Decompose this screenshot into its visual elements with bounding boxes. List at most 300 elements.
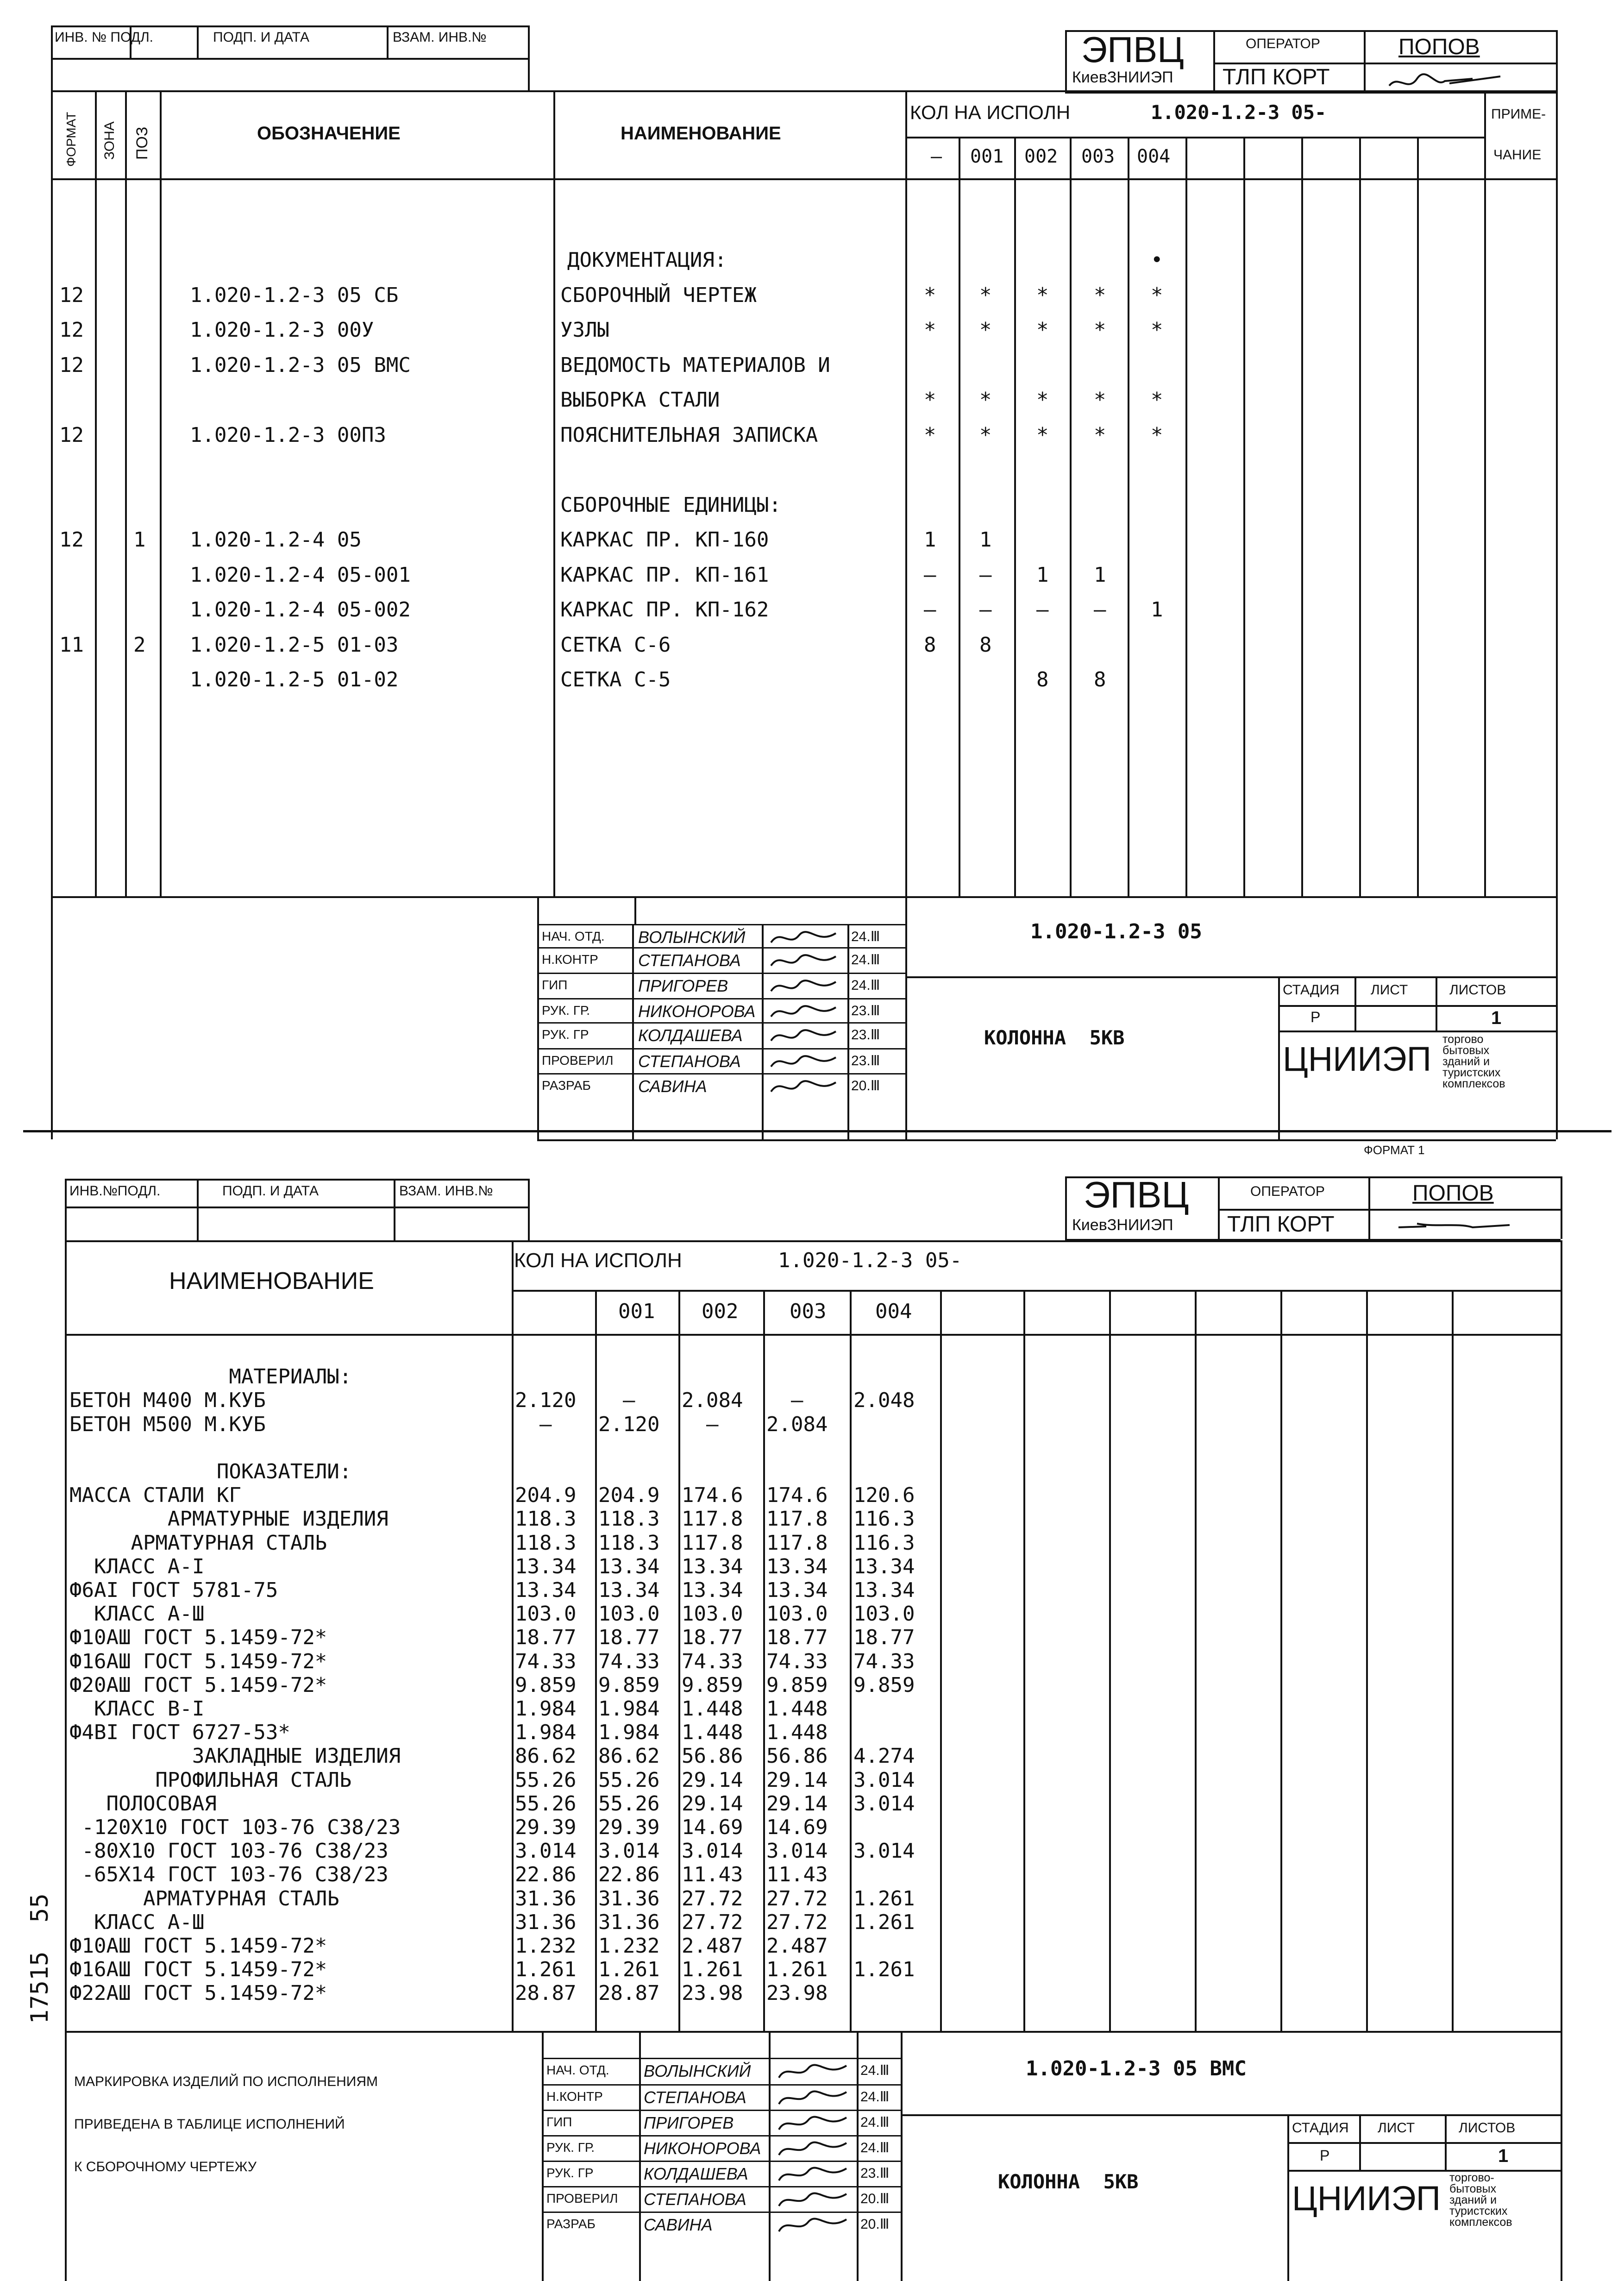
tb-role: РУК. ГР. bbox=[542, 1003, 590, 1018]
materials-value: – bbox=[682, 1412, 719, 1436]
row-qty: – bbox=[979, 598, 992, 622]
row-naim: СЕТКА С-6 bbox=[560, 633, 671, 657]
materials-value: 29.14 bbox=[766, 1791, 828, 1816]
tb1-stadia: Р bbox=[1310, 1009, 1321, 1025]
tb-row-line bbox=[537, 998, 905, 999]
tb-date: 23.Ⅲ bbox=[851, 1003, 880, 1018]
materials-value: – bbox=[515, 1412, 552, 1436]
note-line: МАРКИРОВКА ИЗДЕЛИЙ ПО ИСПОЛНЕНИЯМ bbox=[74, 2074, 378, 2089]
tb2-row-line bbox=[542, 2161, 901, 2162]
materials-name: БЕТОН М400 М.КУБ bbox=[69, 1389, 266, 1413]
row-qty: – bbox=[924, 598, 936, 622]
materials-value: 117.8 bbox=[682, 1531, 743, 1555]
inv-podl-label: ИНВ. № ПОДЛ. bbox=[55, 30, 154, 45]
materials-value: 22.86 bbox=[515, 1863, 577, 1887]
row-qty: 8 bbox=[979, 633, 992, 657]
tb-name: САВИНА bbox=[638, 1077, 707, 1096]
tb2-signature bbox=[773, 2214, 854, 2237]
operator-signature bbox=[1380, 65, 1528, 97]
row-qty: * bbox=[1151, 423, 1163, 447]
variant-header: 002 bbox=[1024, 146, 1058, 167]
tb2-org: ЦНИИЭП bbox=[1292, 2179, 1441, 2218]
tb-signature bbox=[766, 1050, 845, 1074]
materials-value: 117.8 bbox=[766, 1531, 828, 1555]
tb1-org-desc-line: бытовых bbox=[1442, 1044, 1490, 1057]
poz-header: ПОЗ bbox=[133, 126, 151, 160]
tlp-label-2: ТЛП КОРТ bbox=[1227, 1212, 1335, 1237]
row-naim: ВЫБОРКА СТАЛИ bbox=[560, 388, 720, 412]
tb2-stadia: Р bbox=[1320, 2147, 1330, 2164]
materials-value: 3.014 bbox=[766, 1839, 828, 1863]
operator-label-2: ОПЕРАТОР bbox=[1250, 1184, 1325, 1199]
row-oboz: 1.020-1.2-5 01-03 bbox=[190, 633, 399, 657]
kol-header: КОЛ НА ИСПОЛН bbox=[910, 101, 1071, 123]
tlp-label: ТЛП КОРТ bbox=[1223, 65, 1330, 89]
row-format: 12 bbox=[59, 528, 84, 552]
tb2-doc: 1.020-1.2-3 05 ВМС bbox=[1026, 2057, 1247, 2080]
tb2-signature bbox=[773, 2112, 854, 2135]
tb2-signature bbox=[773, 2060, 854, 2083]
tb2-name: СТЕПАНОВА bbox=[644, 2088, 746, 2107]
tb2-stadia-label: СТАДИЯ bbox=[1292, 2120, 1349, 2136]
row-qty: 1 bbox=[1151, 598, 1163, 622]
tb2-org-desc-line: туристских bbox=[1449, 2205, 1508, 2218]
materials-value: 103.0 bbox=[515, 1602, 577, 1626]
tb-role: ПРОВЕРИЛ bbox=[542, 1053, 614, 1068]
tb-name: КОЛДАШЕВА bbox=[638, 1026, 743, 1045]
row-naim: КАРКАС ПР. КП-162 bbox=[560, 598, 769, 622]
tb2-row-line bbox=[542, 2186, 901, 2187]
materials-value: 118.3 bbox=[598, 1531, 660, 1555]
materials-name: Ф10АШ ГОСТ 5.1459-72* bbox=[69, 1626, 327, 1650]
vzam-inv-label-2: ВЗАМ. ИНВ.№ bbox=[399, 1183, 493, 1199]
tb-row-line bbox=[537, 1073, 905, 1075]
tb2-signature bbox=[773, 2137, 854, 2161]
materials-value: 120.6 bbox=[853, 1483, 915, 1508]
materials-value: 31.36 bbox=[598, 1910, 660, 1934]
tb2-row-line bbox=[542, 2212, 901, 2213]
materials-value: 31.36 bbox=[598, 1886, 660, 1910]
materials-name: КЛАСС А-Ш bbox=[69, 1602, 205, 1626]
materials-value: 1.232 bbox=[598, 1934, 660, 1958]
materials-value: 118.3 bbox=[515, 1531, 577, 1555]
materials-name: АРМАТУРНАЯ СТАЛЬ bbox=[69, 1531, 327, 1555]
materials-value: 27.72 bbox=[682, 1886, 743, 1910]
tb2-signature bbox=[773, 2163, 854, 2186]
materials-value: 13.34 bbox=[766, 1554, 828, 1578]
materials-value: 1.984 bbox=[598, 1721, 660, 1745]
materials-value: 29.39 bbox=[598, 1816, 660, 1839]
tb2-org-desc-line: торгово- bbox=[1449, 2171, 1494, 2184]
row-qty: 8 bbox=[1036, 668, 1049, 691]
materials-value: 55.26 bbox=[515, 1791, 577, 1816]
materials-value: 74.33 bbox=[766, 1649, 828, 1673]
podp-data-label-2: ПОДП. И ДАТА bbox=[222, 1183, 319, 1199]
row-qty: – bbox=[979, 563, 992, 587]
tb-name: НИКОНОРОВА bbox=[638, 1002, 756, 1021]
variant-header-2: 001 bbox=[618, 1300, 655, 1323]
tb2-role: РАЗРАБ bbox=[546, 2217, 596, 2231]
materials-value: 117.8 bbox=[682, 1507, 743, 1531]
tb1-stadia-label: СТАДИЯ bbox=[1283, 982, 1340, 998]
row-qty: * bbox=[1094, 283, 1106, 307]
materials-name: АРМАТУРНАЯ СТАЛЬ bbox=[69, 1886, 339, 1910]
tb-role: Н.КОНТР bbox=[542, 952, 598, 967]
row-qty: 8 bbox=[924, 633, 936, 657]
sheet-separator bbox=[23, 1130, 1611, 1132]
naim-header-2: НАИМЕНОВАНИЕ bbox=[169, 1268, 374, 1294]
materials-name: Ф16АШ ГОСТ 5.1459-72* bbox=[69, 1649, 327, 1673]
tb-signature bbox=[766, 1000, 845, 1024]
row-oboz: 1.020-1.2-3 05 ВМС bbox=[190, 353, 411, 377]
tb2-listov: 1 bbox=[1498, 2146, 1509, 2166]
tb2-date: 23.Ⅲ bbox=[860, 2166, 890, 2181]
tb-date: 23.Ⅲ bbox=[851, 1053, 880, 1068]
tb-date: 20.Ⅲ bbox=[851, 1078, 880, 1093]
materials-value: 29.14 bbox=[766, 1768, 828, 1792]
materials-value: – bbox=[766, 1389, 803, 1413]
tb2-date: 24.Ⅲ bbox=[860, 2115, 890, 2130]
materials-value: 18.77 bbox=[853, 1626, 915, 1650]
row-oboz: 1.020-1.2-5 01-02 bbox=[190, 668, 399, 691]
materials-value: 2.487 bbox=[766, 1934, 828, 1958]
row-qty: – bbox=[1036, 598, 1049, 622]
tb1-listov: 1 bbox=[1491, 1008, 1502, 1028]
materials-name: Ф22АШ ГОСТ 5.1459-72* bbox=[69, 1981, 327, 2005]
tb2-date: 20.Ⅲ bbox=[860, 2191, 890, 2206]
materials-value: 13.34 bbox=[682, 1554, 743, 1578]
vzam-inv-label: ВЗАМ. ИНВ.№ bbox=[393, 30, 487, 45]
tb2-name: ПРИГОРЕВ bbox=[644, 2113, 734, 2132]
materials-value: 23.98 bbox=[682, 1981, 743, 2005]
row-qty: • bbox=[1151, 248, 1163, 272]
materials-value: 28.87 bbox=[598, 1981, 660, 2005]
row-qty: * bbox=[924, 423, 936, 447]
materials-value: 56.86 bbox=[682, 1744, 743, 1768]
materials-value: 22.86 bbox=[598, 1863, 660, 1887]
materials-value: 1.984 bbox=[515, 1697, 577, 1721]
materials-value: – bbox=[598, 1389, 635, 1413]
materials-name: АРМАТУРНЫЕ ИЗДЕЛИЯ bbox=[69, 1507, 389, 1531]
materials-value: 1.448 bbox=[682, 1697, 743, 1721]
materials-value: 29.39 bbox=[515, 1816, 577, 1839]
materials-name: -80Х10 ГОСТ 103-76 С38/23 bbox=[69, 1839, 389, 1863]
tb1-org-desc-line: туристских bbox=[1442, 1066, 1501, 1079]
tb2-row-line bbox=[542, 2084, 901, 2086]
materials-value: 14.69 bbox=[766, 1816, 828, 1839]
org-label: КиевЗНИИЭП bbox=[1072, 69, 1173, 86]
materials-value: 13.34 bbox=[598, 1554, 660, 1578]
materials-value: 86.62 bbox=[598, 1744, 660, 1768]
tb-signature bbox=[766, 975, 845, 998]
materials-value: 74.33 bbox=[515, 1649, 577, 1673]
tb2-name: САВИНА bbox=[644, 2215, 713, 2234]
materials-value: 3.014 bbox=[598, 1839, 660, 1863]
materials-value: 174.6 bbox=[682, 1483, 743, 1508]
format-header: ФОРМАТ bbox=[64, 112, 78, 167]
materials-value: 13.34 bbox=[853, 1578, 915, 1602]
row-format: 11 bbox=[59, 633, 84, 657]
row-naim: СБОРОЧНЫЙ ЧЕРТЕЖ bbox=[560, 283, 757, 307]
materials-value: 3.014 bbox=[853, 1839, 915, 1863]
row-qty: * bbox=[1036, 283, 1049, 307]
materials-name: Ф6АI ГОСТ 5781-75 bbox=[69, 1578, 278, 1602]
variant-header: 004 bbox=[1137, 146, 1171, 167]
tb-role: РУК. ГР bbox=[542, 1027, 589, 1042]
materials-name: Ф16АШ ГОСТ 5.1459-72* bbox=[69, 1958, 327, 1982]
tb-row-line bbox=[537, 1022, 905, 1024]
materials-value: 2.048 bbox=[853, 1389, 915, 1413]
tb-date: 24.Ⅲ bbox=[851, 952, 880, 968]
podp-data-label: ПОДП. И ДАТА bbox=[213, 30, 310, 45]
variant-header: 001 bbox=[970, 146, 1004, 167]
row-qty: * bbox=[1151, 388, 1163, 412]
materials-name: МАССА СТАЛИ КГ bbox=[69, 1483, 241, 1508]
materials-value: 74.33 bbox=[853, 1649, 915, 1673]
row-naim: УЗЛЫ bbox=[560, 318, 609, 342]
materials-value: 74.33 bbox=[598, 1649, 660, 1673]
row-oboz: 1.020-1.2-3 05 СБ bbox=[190, 283, 399, 307]
variant-header-2: 004 bbox=[875, 1300, 912, 1323]
tb2-signature bbox=[773, 2188, 854, 2212]
materials-name: БЕТОН М500 М.КУБ bbox=[69, 1412, 266, 1436]
row-qty: 1 bbox=[1036, 563, 1049, 587]
materials-value: 117.8 bbox=[766, 1507, 828, 1531]
materials-value: 1.448 bbox=[766, 1721, 828, 1745]
tb-role: РАЗРАБ bbox=[542, 1078, 591, 1093]
naim-header: НАИМЕНОВАНИЕ bbox=[621, 123, 781, 144]
materials-name: КЛАСС В-I bbox=[69, 1697, 205, 1721]
materials-name: Ф4ВI ГОСТ 6727-53* bbox=[69, 1721, 290, 1745]
doc-code-header: 1.020-1.2-3 05- bbox=[1151, 101, 1327, 124]
materials-value: 118.3 bbox=[515, 1507, 577, 1531]
materials-value: 1.448 bbox=[766, 1697, 828, 1721]
tb-name: СТЕПАНОВА bbox=[638, 951, 741, 970]
tb2-role: Н.КОНТР bbox=[546, 2089, 603, 2104]
materials-value: 18.77 bbox=[682, 1626, 743, 1650]
materials-value: 11.43 bbox=[766, 1863, 828, 1887]
materials-value: 56.86 bbox=[766, 1744, 828, 1768]
row-qty: * bbox=[1151, 318, 1163, 342]
materials-value: 174.6 bbox=[766, 1483, 828, 1508]
operator-name-2: ПОПОВ bbox=[1412, 1181, 1494, 1206]
note-line: ПРИВЕДЕНА В ТАБЛИЦЕ ИСПОЛНЕНИЙ bbox=[74, 2117, 345, 2132]
org-label-2: КиевЗНИИЭП bbox=[1072, 1216, 1173, 1234]
materials-value: 1.984 bbox=[515, 1721, 577, 1745]
tb2-row-line bbox=[542, 2058, 901, 2059]
tb-row-line bbox=[537, 924, 905, 925]
tb-signature bbox=[766, 1075, 845, 1099]
row-oboz: 1.020-1.2-3 00ПЗ bbox=[190, 423, 386, 447]
tb-role: ГИП bbox=[542, 978, 568, 992]
materials-value: 55.26 bbox=[515, 1768, 577, 1792]
row-oboz: 1.020-1.2-4 05 bbox=[190, 528, 362, 552]
tb-row-line bbox=[537, 947, 905, 949]
materials-value: 116.3 bbox=[853, 1507, 915, 1531]
tb2-role: РУК. ГР. bbox=[546, 2140, 595, 2155]
row-qty: * bbox=[1094, 318, 1106, 342]
materials-value: 18.77 bbox=[515, 1626, 577, 1650]
materials-value: 55.26 bbox=[598, 1791, 660, 1816]
materials-value: 9.859 bbox=[853, 1673, 915, 1697]
materials-value: 27.72 bbox=[766, 1910, 828, 1934]
tb-name: ВОЛЫНСКИЙ bbox=[638, 928, 746, 947]
tb-name: СТЕПАНОВА bbox=[638, 1052, 741, 1071]
tb2-name: КОЛДАШЕВА bbox=[644, 2164, 748, 2183]
materials-value: 118.3 bbox=[598, 1507, 660, 1531]
materials-value: 13.34 bbox=[766, 1578, 828, 1602]
tb2-org-desc-line: бытовых bbox=[1449, 2182, 1497, 2195]
tb1-doc: 1.020-1.2-3 05 bbox=[1030, 920, 1202, 943]
materials-value: 18.77 bbox=[766, 1626, 828, 1650]
zona-header: ЗОНА bbox=[102, 121, 117, 160]
materials-value: 1.261 bbox=[853, 1910, 915, 1934]
tb2-signature bbox=[773, 2086, 854, 2110]
row-oboz: 1.020-1.2-4 05-002 bbox=[190, 598, 411, 622]
materials-name: Ф20АШ ГОСТ 5.1459-72* bbox=[69, 1673, 327, 1697]
operator-label: ОПЕРАТОР bbox=[1246, 36, 1320, 51]
tb-row-line bbox=[537, 1048, 905, 1049]
materials-value: 31.36 bbox=[515, 1886, 577, 1910]
materials-value: 29.14 bbox=[682, 1791, 743, 1816]
row-format: 12 bbox=[59, 283, 84, 307]
materials-value: 3.014 bbox=[515, 1839, 577, 1863]
materials-value: 3.014 bbox=[682, 1839, 743, 1863]
row-qty: * bbox=[1151, 283, 1163, 307]
row-format: 12 bbox=[59, 423, 84, 447]
row-oboz: 1.020-1.2-4 05-001 bbox=[190, 563, 411, 587]
materials-value: 2.120 bbox=[515, 1389, 577, 1413]
tb-signature bbox=[766, 926, 845, 949]
row-naim: ВЕДОМОСТЬ МАТЕРИАЛОВ И bbox=[560, 353, 830, 377]
materials-value: 13.34 bbox=[598, 1578, 660, 1602]
row-qty: * bbox=[979, 423, 992, 447]
materials-value: 1.261 bbox=[515, 1958, 577, 1982]
row-qty: – bbox=[924, 563, 936, 587]
materials-value: 27.72 bbox=[682, 1910, 743, 1934]
materials-value: 13.34 bbox=[682, 1578, 743, 1602]
materials-value: 9.859 bbox=[682, 1673, 743, 1697]
materials-name: Ф10АШ ГОСТ 5.1459-72* bbox=[69, 1934, 327, 1958]
materials-value: 2.120 bbox=[598, 1412, 660, 1436]
materials-value: 1.261 bbox=[682, 1958, 743, 1982]
materials-value: 204.9 bbox=[515, 1483, 577, 1508]
epvc-title-2: ЭПВЦ bbox=[1084, 1174, 1189, 1215]
materials-value: 74.33 bbox=[682, 1649, 743, 1673]
materials-value: 1.232 bbox=[515, 1934, 577, 1958]
tb1-list-label: ЛИСТ bbox=[1371, 982, 1408, 998]
tb2-listov-label: ЛИСТОВ bbox=[1459, 2120, 1516, 2136]
tb2-org-desc-line: комплексов bbox=[1449, 2216, 1512, 2229]
tb2-role: ГИП bbox=[546, 2115, 572, 2129]
materials-name: ПОЛОСОВАЯ bbox=[69, 1791, 217, 1816]
margin-note: 17515 55 bbox=[26, 1893, 54, 2024]
tb1-org-desc-line: зданий и bbox=[1442, 1055, 1490, 1068]
materials-value: 3.014 bbox=[853, 1768, 915, 1792]
row-qty: * bbox=[1036, 423, 1049, 447]
row-naim: КАРКАС ПР. КП-161 bbox=[560, 563, 769, 587]
row-qty: * bbox=[1094, 388, 1106, 412]
materials-name: КЛАСС А-I bbox=[69, 1554, 205, 1578]
materials-name: ПОКАЗАТЕЛИ: bbox=[69, 1460, 352, 1483]
variant-header: 003 bbox=[1081, 146, 1115, 167]
materials-value: 14.69 bbox=[682, 1816, 743, 1839]
tb2-date: 24.Ⅲ bbox=[860, 2063, 890, 2078]
tb2-date: 20.Ⅲ bbox=[860, 2217, 890, 2232]
row-qty: 8 bbox=[1094, 668, 1106, 691]
materials-value: 27.72 bbox=[766, 1886, 828, 1910]
materials-value: 1.261 bbox=[766, 1958, 828, 1982]
variant-header: – bbox=[931, 146, 942, 167]
materials-value: 116.3 bbox=[853, 1531, 915, 1555]
row-naim: ПОЯСНИТЕЛЬНАЯ ЗАПИСКА bbox=[560, 423, 818, 447]
materials-name: -120Х10 ГОСТ 103-76 С38/23 bbox=[69, 1816, 401, 1839]
row-naim: СБОРОЧНЫЕ ЕДИНИЦЫ: bbox=[560, 493, 781, 517]
materials-value: 28.87 bbox=[515, 1981, 577, 2005]
tb-date: 23.Ⅲ bbox=[851, 1027, 880, 1043]
materials-value: 55.26 bbox=[598, 1768, 660, 1792]
materials-value: 9.859 bbox=[598, 1673, 660, 1697]
materials-value: 23.98 bbox=[766, 1981, 828, 2005]
tb2-role: НАЧ. ОТД. bbox=[546, 2063, 609, 2077]
tb1-org-desc-line: комплексов bbox=[1442, 1077, 1505, 1090]
row-naim: СЕТКА С-5 bbox=[560, 668, 671, 691]
tb-date: 24.Ⅲ bbox=[851, 978, 880, 993]
tb2-name: СТЕПАНОВА bbox=[644, 2190, 746, 2209]
tb2-name: КОЛОННА 5КВ bbox=[998, 2170, 1139, 2193]
row-oboz: 1.020-1.2-3 00У bbox=[190, 318, 374, 342]
materials-name: КЛАСС А-Ш bbox=[69, 1910, 205, 1934]
tb1-org: ЦНИИЭП bbox=[1283, 1040, 1431, 1078]
tb-date: 24.Ⅲ bbox=[851, 929, 880, 944]
materials-value: 9.859 bbox=[766, 1673, 828, 1697]
row-poz: 1 bbox=[133, 528, 146, 552]
materials-value: 1.984 bbox=[598, 1697, 660, 1721]
row-qty: * bbox=[1036, 318, 1049, 342]
operator-signature-2 bbox=[1389, 1213, 1537, 1237]
materials-value: 13.34 bbox=[853, 1554, 915, 1578]
materials-value: 103.0 bbox=[598, 1602, 660, 1626]
prime-header-1: ПРИМЕ- bbox=[1491, 107, 1546, 122]
row-qty: 1 bbox=[1094, 563, 1106, 587]
materials-value: 13.34 bbox=[515, 1554, 577, 1578]
materials-value: 18.77 bbox=[598, 1626, 660, 1650]
row-qty: 1 bbox=[979, 528, 992, 552]
tb1-name: КОЛОННА 5КВ bbox=[984, 1026, 1125, 1049]
materials-value: 1.261 bbox=[853, 1886, 915, 1910]
materials-value: 4.274 bbox=[853, 1744, 915, 1768]
tb2-row-line bbox=[542, 2110, 901, 2111]
tb2-name: НИКОНОРОВА bbox=[644, 2139, 761, 2158]
inv-podl-label-2: ИНВ.№ПОДЛ. bbox=[69, 1183, 161, 1199]
row-format: 12 bbox=[59, 318, 84, 342]
tb2-date: 24.Ⅲ bbox=[860, 2140, 890, 2155]
row-qty: * bbox=[924, 318, 936, 342]
format-note: ФОРМАТ 1 bbox=[1364, 1143, 1425, 1157]
tb2-row-line bbox=[542, 2135, 901, 2136]
tb-name: ПРИГОРЕВ bbox=[638, 976, 728, 995]
materials-value: 2.487 bbox=[682, 1934, 743, 1958]
tb-role: НАЧ. ОТД. bbox=[542, 929, 605, 943]
row-qty: * bbox=[979, 318, 992, 342]
epvc-title: ЭПВЦ bbox=[1081, 29, 1184, 70]
row-naim: ДОКУМЕНТАЦИЯ: bbox=[567, 248, 727, 272]
row-qty: * bbox=[1036, 388, 1049, 412]
materials-value: 31.36 bbox=[515, 1910, 577, 1934]
note-line: К СБОРОЧНОМУ ЧЕРТЕЖУ bbox=[74, 2159, 257, 2174]
materials-name: ПРОФИЛЬНАЯ СТАЛЬ bbox=[69, 1768, 352, 1792]
row-qty: * bbox=[924, 388, 936, 412]
